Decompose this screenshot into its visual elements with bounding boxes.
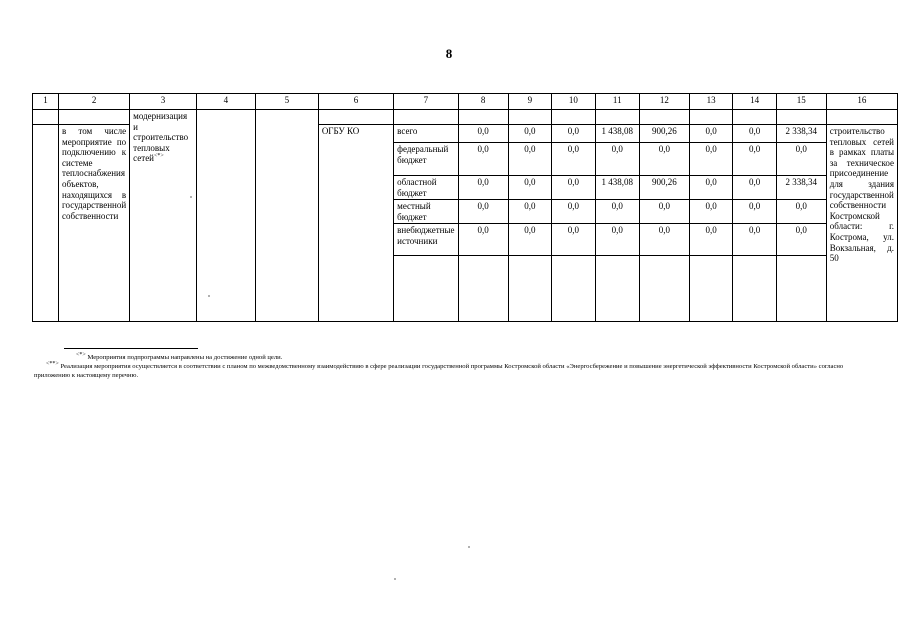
- footnote-text: Реализация мероприятия осуществляется в соответствии с планом по межведомственному взаимодействию в сфере реализации государственной программы Костромской области «Энергосбережение и повышение энергетической эффективности Костромской области» согласно приложению к настоящему перечню.: [34, 363, 844, 379]
- page-number: 8: [445, 46, 453, 61]
- value-cell: 0,0: [689, 200, 733, 224]
- empty-cell: [394, 256, 458, 322]
- empty-cell: [458, 110, 508, 125]
- value-cell: 0,0: [552, 224, 596, 256]
- value-cell: 0,0: [776, 143, 826, 176]
- value-cell: 0,0: [639, 200, 689, 224]
- header-cell: 10: [552, 94, 596, 110]
- empty-cell: [776, 110, 826, 125]
- value-cell: 0,0: [458, 224, 508, 256]
- header-cell: 1: [33, 94, 59, 110]
- empty-cell: [595, 110, 639, 125]
- measure-name-cell: модернизация и строительство тепловых сетей<*>: [130, 110, 197, 322]
- header-cell: 6: [318, 94, 393, 110]
- header-cell: 3: [130, 94, 197, 110]
- measure-description-cell: в том числе мероприятие по подключению к системе теплоснабжения объектов, находящихся в государственной собственности: [59, 125, 130, 322]
- value-cell: 0,0: [508, 224, 552, 256]
- value-cell: 2 338,34: [776, 176, 826, 200]
- result-description-cell: строительство тепловых сетей в рамках платы за техническое присоединение для здания государственной собственности Костромской области: г. Кострома, ул. Вокзальная, д. 50: [826, 125, 897, 322]
- empty-cell: [508, 256, 552, 322]
- value-cell: 0,0: [595, 200, 639, 224]
- scan-speck: [394, 578, 396, 580]
- value-cell: 900,26: [639, 176, 689, 200]
- value-cell: 0,0: [508, 200, 552, 224]
- scan-speck: [468, 546, 470, 548]
- funding-table: [32, 93, 898, 322]
- empty-cell: [318, 110, 393, 125]
- header-cell: 5: [255, 94, 318, 110]
- footnote-mark: <**>: [46, 360, 59, 367]
- empty-cell: [255, 110, 318, 322]
- source-label: всего: [394, 125, 458, 143]
- value-cell: 0,0: [639, 224, 689, 256]
- footnote-1: [64, 353, 876, 362]
- value-cell: 0,0: [733, 143, 777, 176]
- source-label: федеральный бюджет: [394, 143, 458, 176]
- footnote-separator: [64, 348, 198, 349]
- header-cell: 7: [394, 94, 458, 110]
- executor-cell: ОГБУ КО: [318, 125, 393, 322]
- empty-cell: [394, 110, 458, 125]
- header-cell: 15: [776, 94, 826, 110]
- source-label: местный бюджет: [394, 200, 458, 224]
- empty-cell: [689, 110, 733, 125]
- value-cell: 0,0: [689, 143, 733, 176]
- empty-cell: [826, 110, 897, 125]
- empty-cell: [639, 256, 689, 322]
- empty-cell: [639, 110, 689, 125]
- value-cell: 0,0: [458, 125, 508, 143]
- header-cell: 9: [508, 94, 552, 110]
- empty-cell: [733, 110, 777, 125]
- value-cell: 0,0: [639, 143, 689, 176]
- footnote-text: Мероприятия подпрограммы направлены на достижение одной цели.: [87, 354, 283, 361]
- footnote-mark: <*>: [76, 351, 86, 358]
- header-cell: 12: [639, 94, 689, 110]
- empty-cell: [196, 110, 255, 322]
- footnote-mark: <*>: [154, 153, 164, 160]
- header-row: [33, 94, 898, 110]
- scan-speck: [190, 196, 192, 198]
- empty-cell: [59, 110, 130, 125]
- value-cell: 0,0: [689, 176, 733, 200]
- value-cell: 0,0: [733, 224, 777, 256]
- value-cell: 0,0: [508, 176, 552, 200]
- header-cell: 11: [595, 94, 639, 110]
- value-cell: 0,0: [552, 176, 596, 200]
- footnotes: [34, 351, 876, 380]
- source-label: областной бюджет: [394, 176, 458, 200]
- empty-cell: [776, 256, 826, 322]
- value-cell: 0,0: [776, 224, 826, 256]
- header-cell: 13: [689, 94, 733, 110]
- empty-cell: [552, 110, 596, 125]
- value-cell: 0,0: [508, 143, 552, 176]
- header-cell: 16: [826, 94, 897, 110]
- empty-cell: [458, 256, 508, 322]
- value-cell: 0,0: [458, 143, 508, 176]
- empty-cell: [552, 256, 596, 322]
- value-cell: 0,0: [458, 200, 508, 224]
- empty-cell: [733, 256, 777, 322]
- value-cell: 900,26: [639, 125, 689, 143]
- value-cell: 0,0: [595, 224, 639, 256]
- empty-cell: [33, 110, 59, 125]
- value-cell: 2 338,34: [776, 125, 826, 143]
- spacer-row: [33, 110, 898, 125]
- footnote-2: [34, 362, 876, 380]
- value-cell: 0,0: [733, 125, 777, 143]
- value-cell: 0,0: [552, 125, 596, 143]
- value-cell: 0,0: [552, 200, 596, 224]
- value-cell: 0,0: [595, 143, 639, 176]
- empty-cell: [33, 125, 59, 322]
- value-cell: 0,0: [733, 200, 777, 224]
- value-cell: 1 438,08: [595, 125, 639, 143]
- header-cell: 4: [196, 94, 255, 110]
- scan-speck: [208, 295, 210, 297]
- value-cell: 0,0: [733, 176, 777, 200]
- value-cell: 0,0: [689, 224, 733, 256]
- value-cell: 0,0: [552, 143, 596, 176]
- empty-cell: [595, 256, 639, 322]
- header-cell: 2: [59, 94, 130, 110]
- value-cell: 0,0: [689, 125, 733, 143]
- empty-cell: [508, 110, 552, 125]
- header-cell: 8: [458, 94, 508, 110]
- value-cell: 0,0: [458, 176, 508, 200]
- source-label: внебюджетные источники: [394, 224, 458, 256]
- value-cell: 1 438,08: [595, 176, 639, 200]
- empty-cell: [689, 256, 733, 322]
- value-cell: 0,0: [776, 200, 826, 224]
- header-cell: 14: [733, 94, 777, 110]
- value-cell: 0,0: [508, 125, 552, 143]
